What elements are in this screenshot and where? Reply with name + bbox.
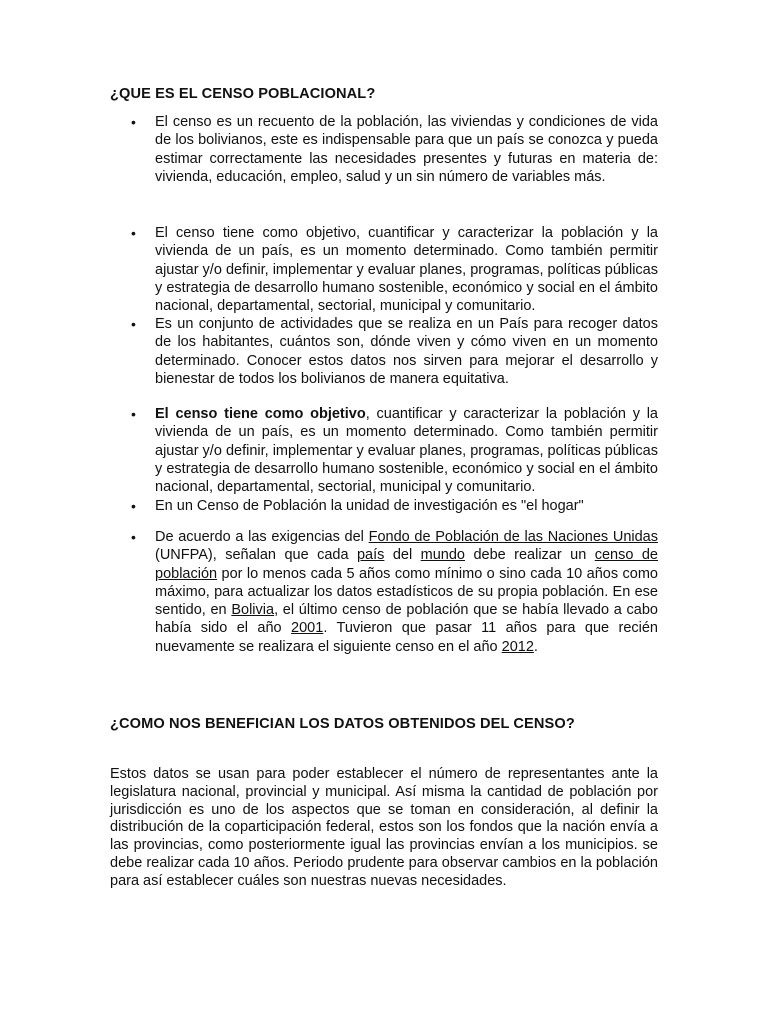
list-item-5: En un Censo de Población la unidad de investigación es "el hogar" <box>155 498 584 514</box>
link-bolivia[interactable]: Bolivia <box>231 602 275 619</box>
link-unfpa[interactable]: Fondo de Población de las Naciones Unidas <box>368 529 658 545</box>
bullet-icon: • <box>131 316 136 332</box>
link-censo-de-poblacion[interactable]: censo de población <box>155 547 658 582</box>
bullet-icon: • <box>131 114 136 130</box>
item-text: debe realizar un <box>465 547 595 564</box>
item-text: , cuantificar y caracterizar la población y la vivienda de un país, es un momento determinado. Como también permitir ajustar y/o definir, implementar y evaluar planes, programas, políticas públicas y estrategia de desarrollo humano sostenible, económico y social en el ámbito nacional, departamental, sectorial, municipal y comunitario. <box>155 406 658 496</box>
bullet-icon: • <box>131 225 136 241</box>
list-item-2: El censo tiene como objetivo, cuantificar y caracterizar la población y la vivienda de un país, es un momento determinado. Como también permitir ajustar y/o definir, implementar y evaluar planes, programas, políticas públicas y estrategia de desarrollo humano sostenible, económico y social en el ámbito nacional, departamental, sectorial, municipal y comunitario. <box>155 225 658 315</box>
list-item-1: El censo es un recuento de la población, las viviendas y condiciones de vida de los bolivianos, este es indispensable para que un país se conozca y pueda estimar correctamente las necesidades presentes y futuras en materia de: vivienda, educación, empleo, salud y un sin número de variables más. <box>155 114 658 185</box>
section-heading-que-es: ¿QUE ES EL CENSO POBLACIONAL? <box>110 86 376 102</box>
bullet-icon: • <box>131 498 136 514</box>
item-text: por lo menos cada 5 años como mínimo o sino cada 10 años como máximo, para actualizar los datos estadísticos de su propia población. En ese sentido, en <box>155 565 658 619</box>
link-2012[interactable]: 2012 <box>501 638 534 655</box>
list-item-3: Es un conjunto de actividades que se realiza en un País para recoger datos de los habitantes, cuántos son, dónde viven y cómo viven en un momento determinado. Conocer estos datos nos sirven para mejorar el desarrollo y bienestar de todos los bolivianos de manera equitativa. <box>155 316 658 387</box>
item-text: , el último censo de población que se había llevado a cabo había sido el año <box>155 602 658 637</box>
benefits-paragraph: Estos datos se usan para poder establecer el número de representantes ante la legislatura nacional, provincial y municipal. Así misma la cantidad de población por jurisdicción es uno de los aspectos que se toman en consideración, al definir la distribución de la coparticipación federal, estos son los fondos que la nación envía a las provincias, como posteriormente igual las provincias envían a los municipios. se debe realizar cada 10 años. Periodo prudente para observar cambios en la población para así establecer cuáles son nuestras nuevas necesidades. <box>110 766 658 889</box>
link-pais[interactable]: país <box>356 547 385 564</box>
bullet-icon: • <box>131 529 136 545</box>
bullet-icon: • <box>131 406 136 422</box>
item-text: del <box>384 547 421 564</box>
item-text: (UNFPA), señalan que cada <box>155 547 357 564</box>
item-text: . <box>533 638 538 655</box>
item-text: . Tuvieron que pasar 11 años para que recién nuevamente se realizara el siguiente censo en el año <box>155 620 658 655</box>
link-mundo[interactable]: mundo <box>420 547 465 564</box>
list-item-4 <box>155 405 658 496</box>
item-bold-phrase: El censo tiene como objetivo <box>155 406 366 422</box>
link-2001[interactable]: 2001 <box>291 620 324 637</box>
item-text: De acuerdo a las exigencias del <box>155 529 369 545</box>
list-item-6 <box>155 528 658 656</box>
section-heading-beneficios: ¿COMO NOS BENEFICIAN LOS DATOS OBTENIDOS DEL CENSO? <box>110 716 575 732</box>
